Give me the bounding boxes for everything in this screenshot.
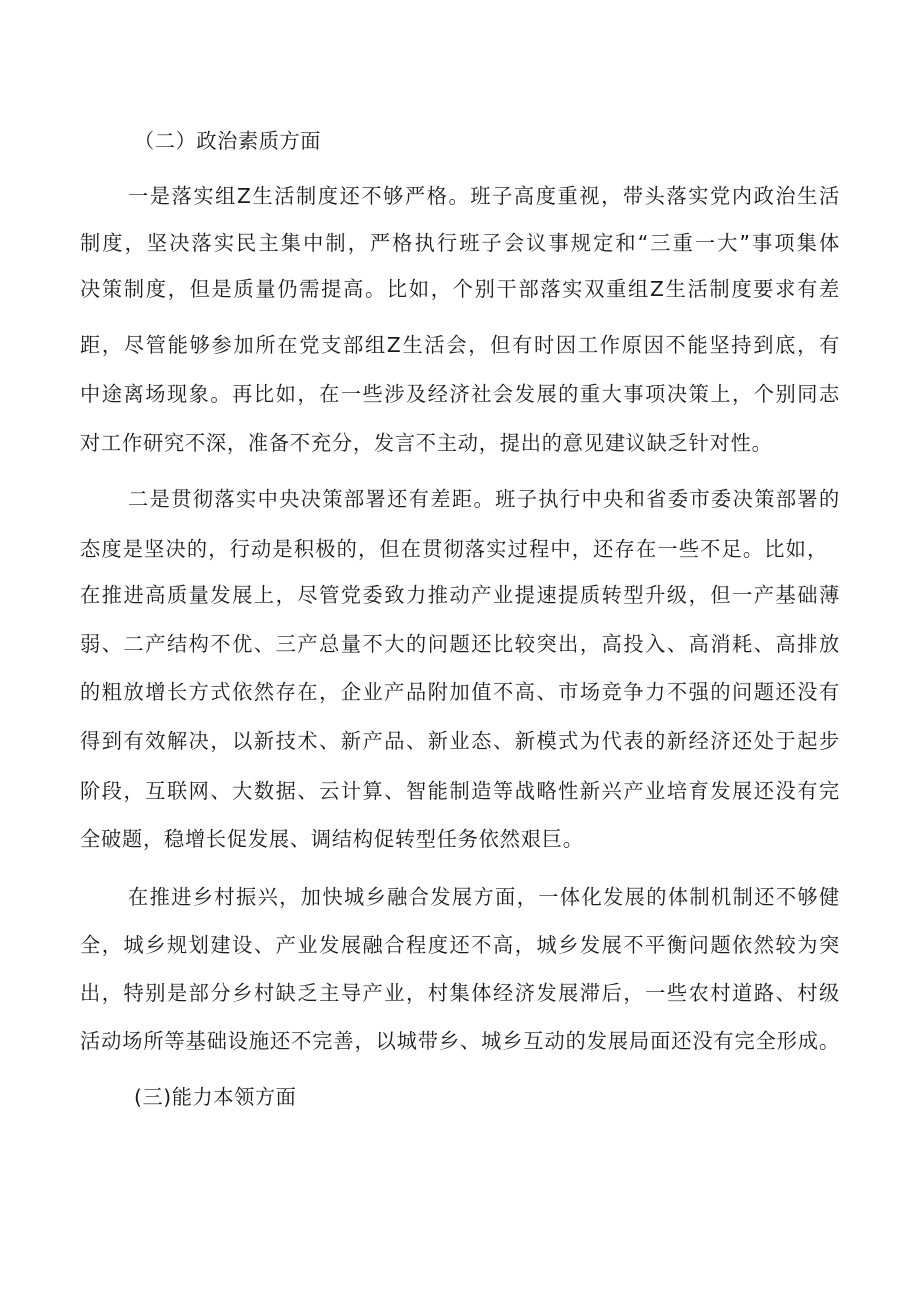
paragraph-line: 的粗放增长方式依然存在，企业产品附加值不高、市场竞争力不强的问题还没有: [80, 680, 840, 704]
section-heading-political-quality: （二）政治素质方面: [134, 129, 322, 153]
paragraph-line: 制度，坚决落实民主集中制，严格执行班子会议事规定和“三重一大”事项集体: [80, 231, 840, 255]
paragraph-line: 在推进乡村振兴，加快城乡融合发展方面，一体化发展的体制机制还不够健: [128, 885, 840, 909]
paragraph-line: 一是落实组Z生活制度还不够严格。班子高度重视，带头落实党内政治生活: [128, 184, 840, 208]
paragraph-line: 中途离场现象。再比如，在一些涉及经济社会发展的重大事项决策上，个别同志: [80, 382, 840, 406]
paragraph-line: 活动场所等基础设施还不完善，以城带乡、城乡互动的发展局面还没有完全形成。: [80, 1029, 840, 1053]
paragraph-line: 得到有效解决，以新技术、新产品、新业态、新模式为代表的新经济还处于起步: [80, 729, 840, 753]
paragraph-line: 全，城乡规划建设、产业发展融合程度还不高，城乡发展不平衡问题依然较为突: [80, 933, 840, 957]
paragraph-line: 在推进高质量发展上，尽管党委致力推动产业提速提质转型升级，但一产基础薄: [80, 583, 840, 607]
paragraph-line: 对工作研究不深，准备不充分，发言不主动，提出的意见建议缺乏针对性。: [80, 431, 773, 455]
paragraph-line: 出，特别是部分乡村缺乏主导产业，村集体经济发展滞后，一些农村道路、村级: [80, 981, 840, 1005]
section-heading-capability: (三)能力本领方面: [134, 1085, 297, 1109]
paragraph-line: 阶段，互联网、大数据、云计算、智能制造等战略性新兴产业培育发展还没有完: [80, 779, 840, 803]
paragraph-line: 全破题，稳增长促发展、调结构促转型任务依然艰巨。: [80, 827, 584, 851]
paragraph-line: 决策制度，但是质量仍需提高。比如，个别干部落实双重组Z生活制度要求有差: [80, 277, 840, 301]
paragraph-line: 弱、二产结构不优、三产总量不大的问题还比较突出，高投入、高消耗、高排放: [80, 632, 840, 656]
paragraph-line: 二是贯彻落实中央决策部署还有差距。班子执行中央和省委市委决策部署的: [128, 487, 840, 511]
paragraph-line: 态度是坚决的，行动是积极的，但在贯彻落实过程中，还存在一些不足。比如，: [80, 537, 828, 561]
paragraph-line: 距，尽管能够参加所在党支部组Z生活会，但有时因工作原因不能坚持到底，有: [80, 333, 840, 357]
